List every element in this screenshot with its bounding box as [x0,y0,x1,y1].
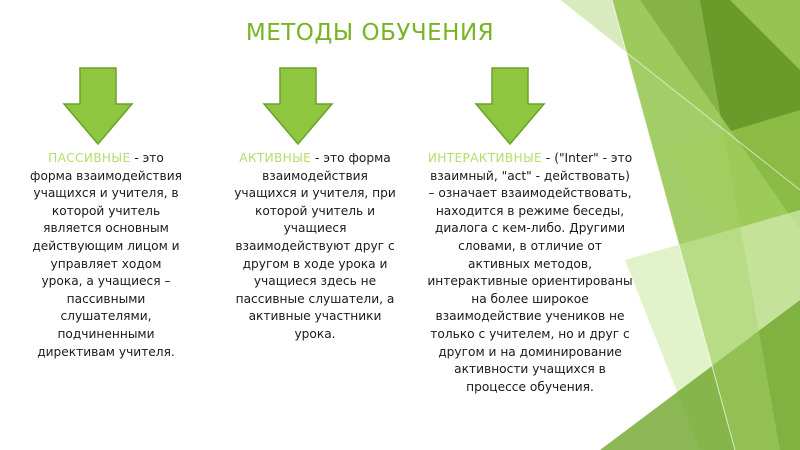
interactive-description: - ("Inter" - это взаимный, "act" - действовать) – означает взаимодействовать, находится в режиме беседы, диалога с кем-либо. Другими словами, в отличие от активных методов, интерактивные ориентированы на более широкое взаимодействие учеников не только с учителем, но и друг с другом и на доминирование активности учащихся в процессе обучения. [427,151,633,394]
arrow-down-icon [474,66,546,146]
arrow-down-icon [262,66,334,146]
active-description: - это форма взаимодействия учащихся и учителя, при которой учитель и учащиеся взаимодействуют друг с другом в ходе урока и учащиеся здесь не пассивные слушатели, а активные участники урока. [234,151,396,341]
interactive-methods-text [426,150,634,396]
passive-description: - это форма взаимодействия учащихся и учителя, в которой учитель является основным действующим лицом и управляет ходом урока, а учащиеся – пассивными слушателями, подчиненными директивам учителя. [30,151,182,359]
active-methods-text [230,150,400,344]
passive-methods-text [30,150,182,361]
interactive-term: ИНТЕРАКТИВНЫЕ [427,151,543,165]
passive-term: ПАССИВНЫЕ [48,151,131,165]
slide-title: МЕТОДЫ ОБУЧЕНИЯ [245,20,495,46]
active-term: АКТИВНЫЕ [239,151,312,165]
arrow-down-icon [62,66,134,146]
